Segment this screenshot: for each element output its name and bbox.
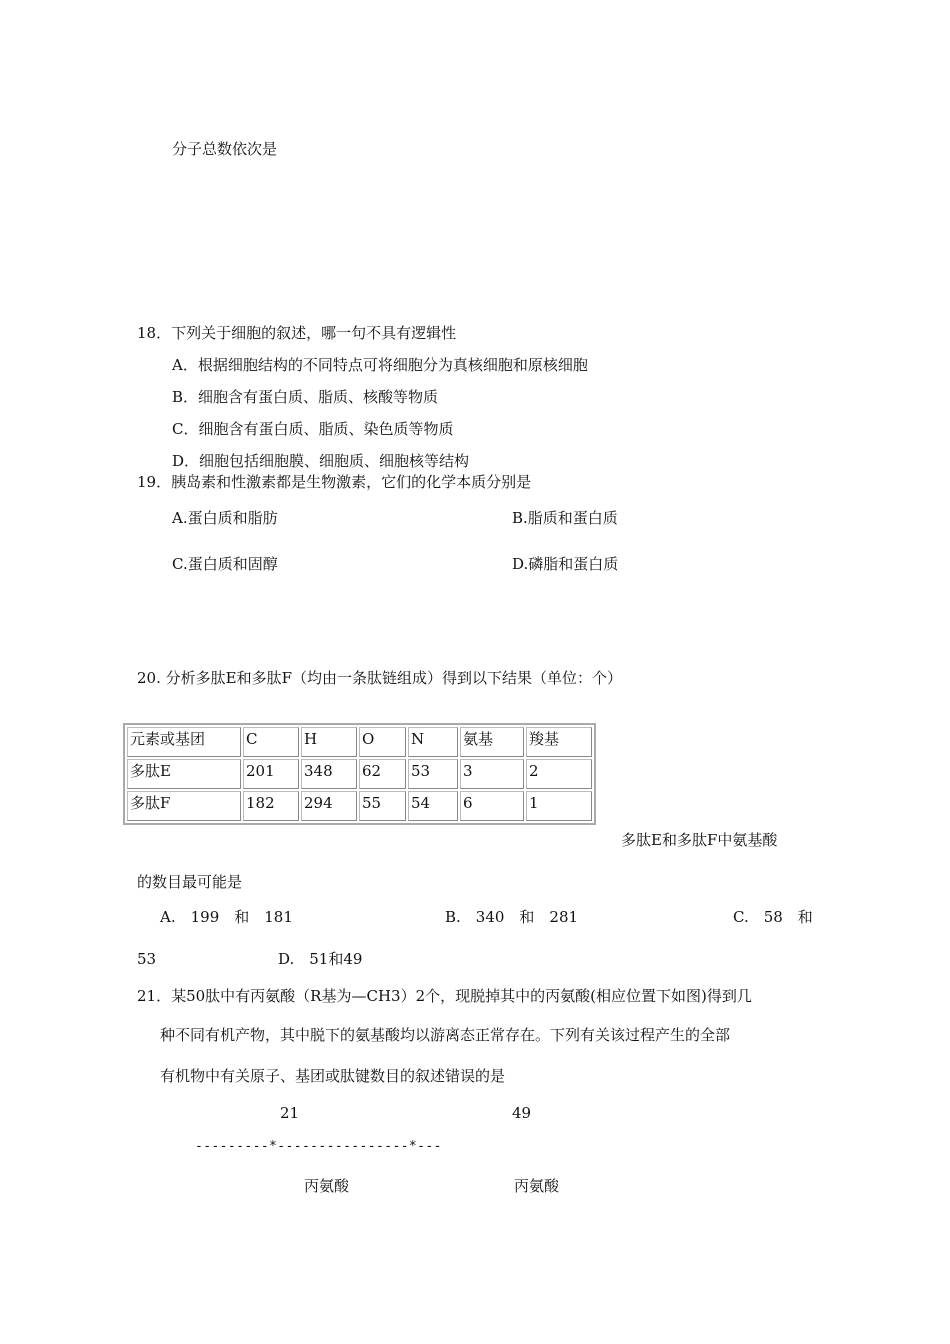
- table-header-cell: N: [408, 727, 458, 757]
- q19-option-b: B.脂质和蛋白质: [512, 509, 618, 527]
- table-cell: 3: [460, 759, 524, 789]
- q20-option-a: A. 199 和 181: [160, 908, 293, 926]
- table-cell: 182: [243, 791, 299, 821]
- q19-stem: 19．胰岛素和性激素都是生物激素，它们的化学本质分别是: [137, 473, 532, 491]
- q18-option-c: C．细胞含有蛋白质、脂质、染色质等物质: [172, 420, 454, 438]
- table-cell: 多肽E: [127, 759, 241, 789]
- diagram-position-21: 21: [280, 1104, 300, 1122]
- table-header-cell: H: [301, 727, 357, 757]
- q20-data-table: [123, 723, 596, 825]
- table-cell: 53: [408, 759, 458, 789]
- table-cell: 62: [359, 759, 406, 789]
- q20-question-line2: 的数目最可能是: [137, 873, 243, 891]
- q18-option-a: A．根据细胞结构的不同特点可将细胞分为真核细胞和原核细胞: [172, 356, 588, 374]
- q21-line1: 21．某50肽中有丙氨酸（R基为—CH3）2个，现脱掉其中的丙氨酸(相应位置下如图)得到几: [137, 987, 752, 1005]
- q20-option-d: D. 51和49: [278, 950, 363, 968]
- q19-option-c: C.蛋白质和固醇: [172, 555, 278, 573]
- q17-tail: 分子总数依次是: [172, 140, 278, 158]
- q19-option-d: D.磷脂和蛋白质: [512, 555, 619, 573]
- q20-option-c: C. 58 和: [733, 908, 813, 926]
- q19-option-a: A.蛋白质和脂肪: [172, 509, 278, 527]
- table-cell: 54: [408, 791, 458, 821]
- table-header-row: [127, 727, 592, 757]
- table-cell: 348: [301, 759, 357, 789]
- diagram-position-49: 49: [512, 1104, 532, 1122]
- table-header-cell: O: [359, 727, 406, 757]
- table-row: [127, 759, 592, 789]
- table-cell: 201: [243, 759, 299, 789]
- table-cell: 1: [526, 791, 592, 821]
- table-cell: 55: [359, 791, 406, 821]
- table-row: [127, 791, 592, 821]
- peptide-chain-diagram: ---------*----------------*---: [195, 1139, 442, 1154]
- q20-question-line1: 多肽E和多肽F中氨基酸: [621, 831, 778, 849]
- table-header-cell: 氨基: [460, 727, 524, 757]
- table-cell: 2: [526, 759, 592, 789]
- table-header-cell: C: [243, 727, 299, 757]
- q20-stem: 20. 分析多肽E和多肽F（均由一条肽链组成）得到以下结果（单位：个）: [137, 669, 622, 687]
- q21-line2: 种不同有机产物，其中脱下的氨基酸均以游离态正常存在。下列有关该过程产生的全部: [160, 1026, 731, 1044]
- diagram-label-alanine-1: 丙氨酸: [304, 1177, 350, 1195]
- table-cell: 多肽F: [127, 791, 241, 821]
- q18-option-b: B．细胞含有蛋白质、脂质、核酸等物质: [172, 388, 439, 406]
- q21-line3: 有机物中有关原子、基团或肽键数目的叙述错误的是: [160, 1067, 506, 1085]
- q20-option-c-cont: 53: [137, 950, 157, 968]
- table-cell: 6: [460, 791, 524, 821]
- q18-stem: 18．下列关于细胞的叙述，哪一句不具有逻辑性: [137, 324, 457, 342]
- table-cell: 294: [301, 791, 357, 821]
- table-header-cell: 元素或基团: [127, 727, 241, 757]
- q18-option-d: D．细胞包括细胞膜、细胞质、细胞核等结构: [172, 452, 470, 470]
- diagram-label-alanine-2: 丙氨酸: [514, 1177, 560, 1195]
- q20-option-b: B. 340 和 281: [445, 908, 579, 926]
- table-header-cell: 羧基: [526, 727, 592, 757]
